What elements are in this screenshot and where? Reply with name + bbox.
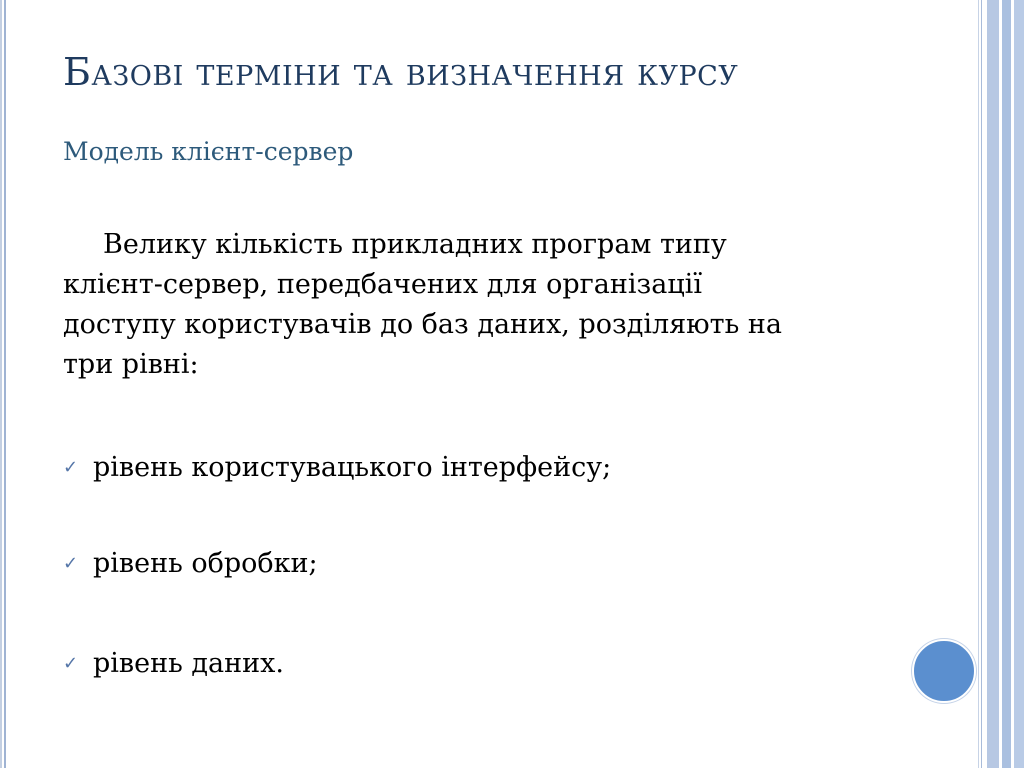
slide-subtitle: Модель клієнт-сервер xyxy=(63,137,354,166)
check-icon: ✓ xyxy=(63,553,79,574)
decorative-circle xyxy=(912,639,976,703)
check-icon: ✓ xyxy=(63,457,79,478)
slide-title: Базові терміни та визначення курсу xyxy=(63,50,739,94)
paragraph-line: три рівні: xyxy=(63,349,199,380)
paragraph-line: Велику кількість прикладних програм типу xyxy=(103,229,727,260)
body-paragraph xyxy=(63,225,893,385)
right-rail-decoration xyxy=(978,0,1024,768)
bullet-item-ui-level xyxy=(63,448,611,488)
left-border-decoration xyxy=(0,0,9,768)
bullet-text: рівень обробки; xyxy=(93,548,318,579)
paragraph-line: доступу користувачів до баз даних, розділяють на xyxy=(63,309,782,340)
bullet-item-processing-level xyxy=(63,544,318,584)
bullet-item-data-level xyxy=(63,644,284,684)
bullet-text: рівень даних. xyxy=(93,648,284,679)
bullet-text: рівень користувацького інтерфейсу; xyxy=(93,452,612,483)
paragraph-line: клієнт-сервер, передбачених для організації xyxy=(63,269,702,300)
check-icon: ✓ xyxy=(63,653,79,674)
